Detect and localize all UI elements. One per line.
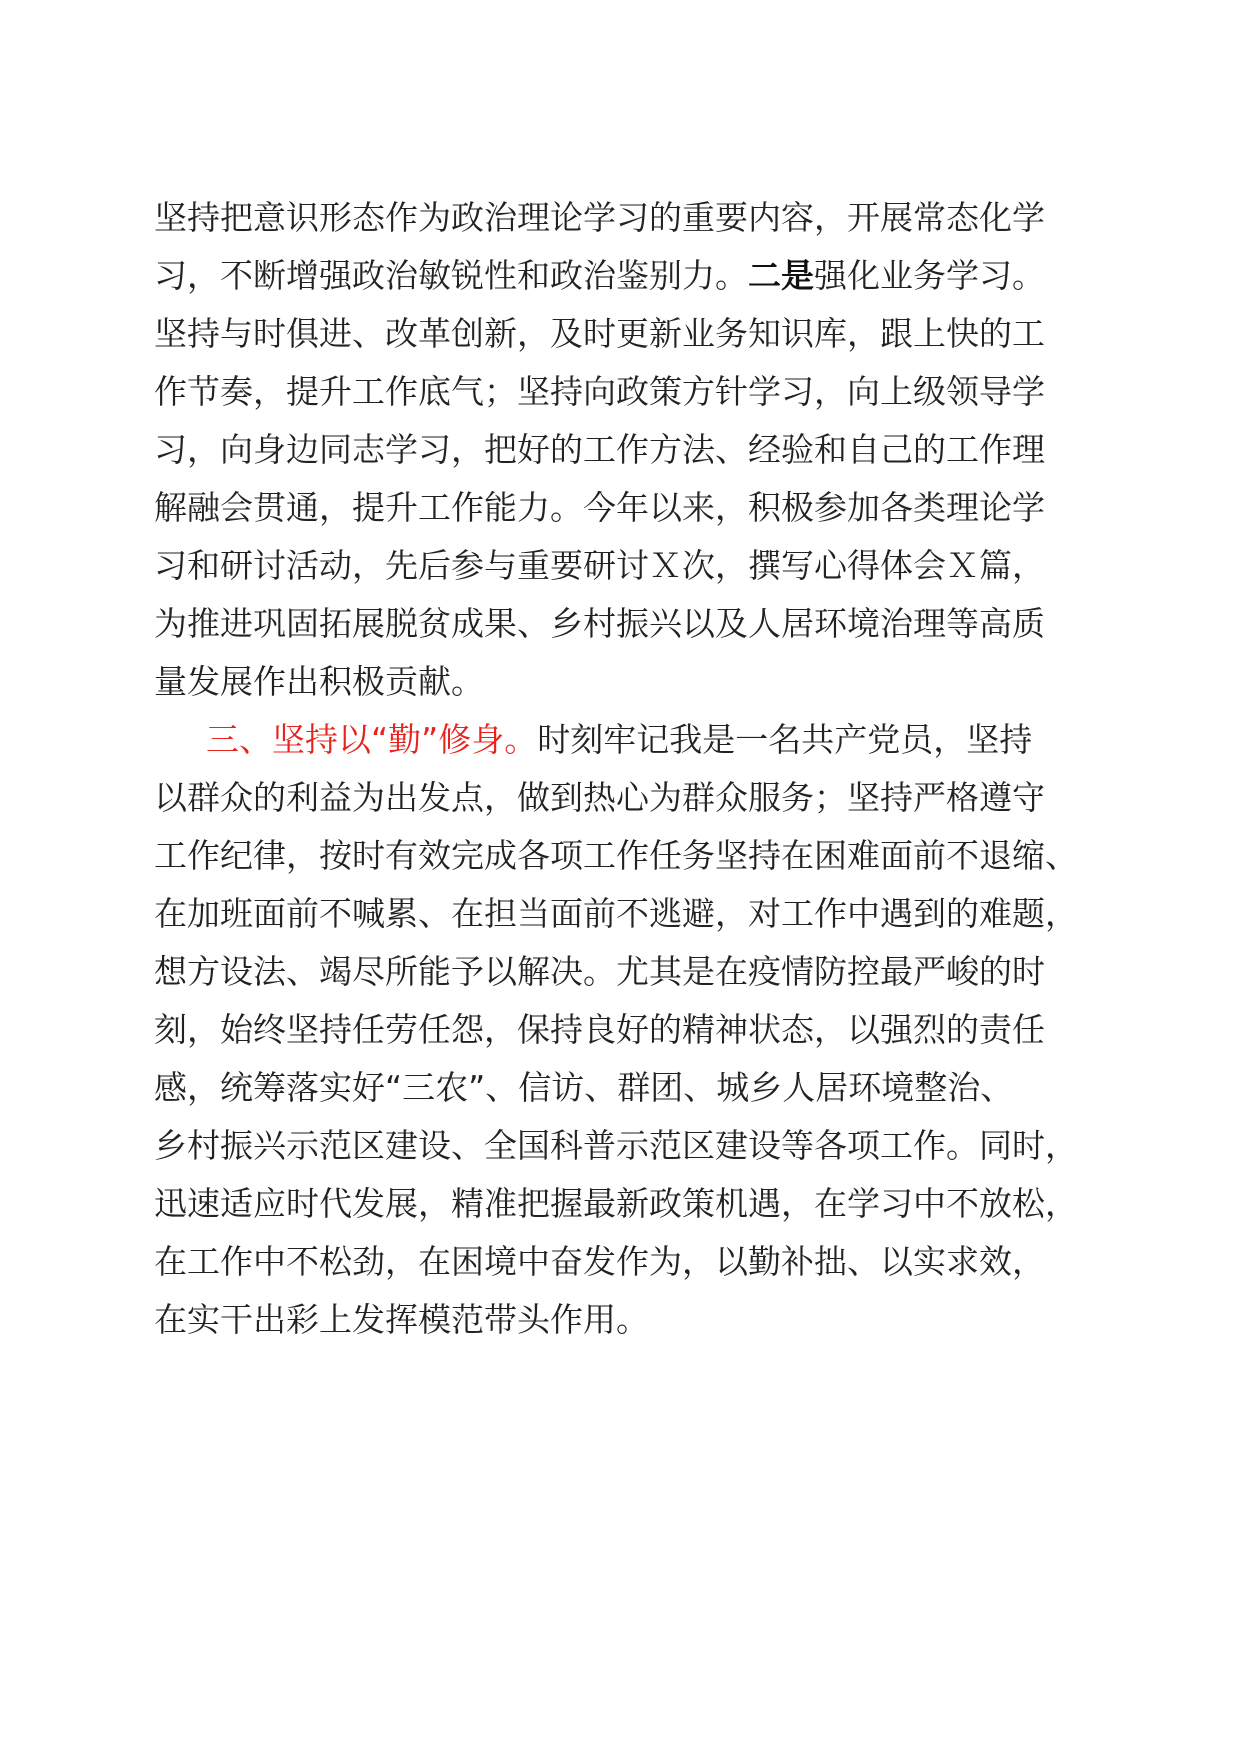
text-line: 工作纪律，按时有效完成各项工作任务坚持在困难面前不退缩、	[154, 836, 1078, 875]
text-line: 坚持把意识形态作为政治理论学习的重要内容，开展常态化学	[154, 198, 1045, 237]
text-line: 在实干出彩上发挥模范带头作用。	[154, 1300, 649, 1339]
text-line: 量发展作出积极贡献。	[154, 662, 484, 701]
text-line: 为推进巩固拓展脱贫成果、乡村振兴以及人居环境治理等高质	[154, 604, 1045, 643]
text-line: 坚持与时俱进、改革创新，及时更新业务知识库，跟上快的工	[154, 314, 1045, 353]
text-run: 习，不断增强政治敏锐性和政治鉴别力。	[154, 256, 748, 295]
text-line	[206, 710, 1032, 770]
text-run: 时刻牢记我是一名共产党员，坚持	[537, 720, 1033, 759]
text-line: 迅速适应时代发展，精准把握最新政策机遇，在学习中不放松，	[154, 1184, 1078, 1223]
text-run: 强化业务学习。	[814, 256, 1045, 295]
text-line: 习和研讨活动，先后参与重要研讨Ｘ次，撰写心得体会Ｘ篇，	[154, 546, 1045, 585]
text-line: 乡村振兴示范区建设、全国科普示范区建设等各项工作。同时，	[154, 1126, 1078, 1165]
text-line: 作节奏，提升工作底气；坚持向政策方针学习，向上级领导学	[154, 372, 1045, 411]
text-line: 感，统筹落实好“三农”、信访、群团、城乡人居环境整治、	[154, 1068, 1014, 1107]
text-line: 在工作中不松劲，在困境中奋发作为，以勤补拙、以实求效，	[154, 1242, 1045, 1281]
text-line: 解融会贯通，提升工作能力。今年以来，积极参加各类理论学	[154, 488, 1045, 527]
bold-marker: 二是	[748, 256, 814, 295]
section-heading: 三、坚持以“勤”修身。	[206, 720, 538, 759]
text-line: 习，向身边同志学习，把好的工作方法、经验和自己的工作理	[154, 430, 1045, 469]
text-line: 以群众的利益为出发点，做到热心为群众服务；坚持严格遵守	[154, 778, 1045, 817]
text-line: 想方设法、竭尽所能予以解决。尤其是在疫情防控最严峻的时	[154, 952, 1045, 991]
text-line	[154, 246, 1045, 306]
text-line: 在加班面前不喊累、在担当面前不逃避，对工作中遇到的难题，	[154, 894, 1078, 933]
text-line: 刻，始终坚持任劳任怨，保持良好的精神状态，以强烈的责任	[154, 1010, 1045, 1049]
